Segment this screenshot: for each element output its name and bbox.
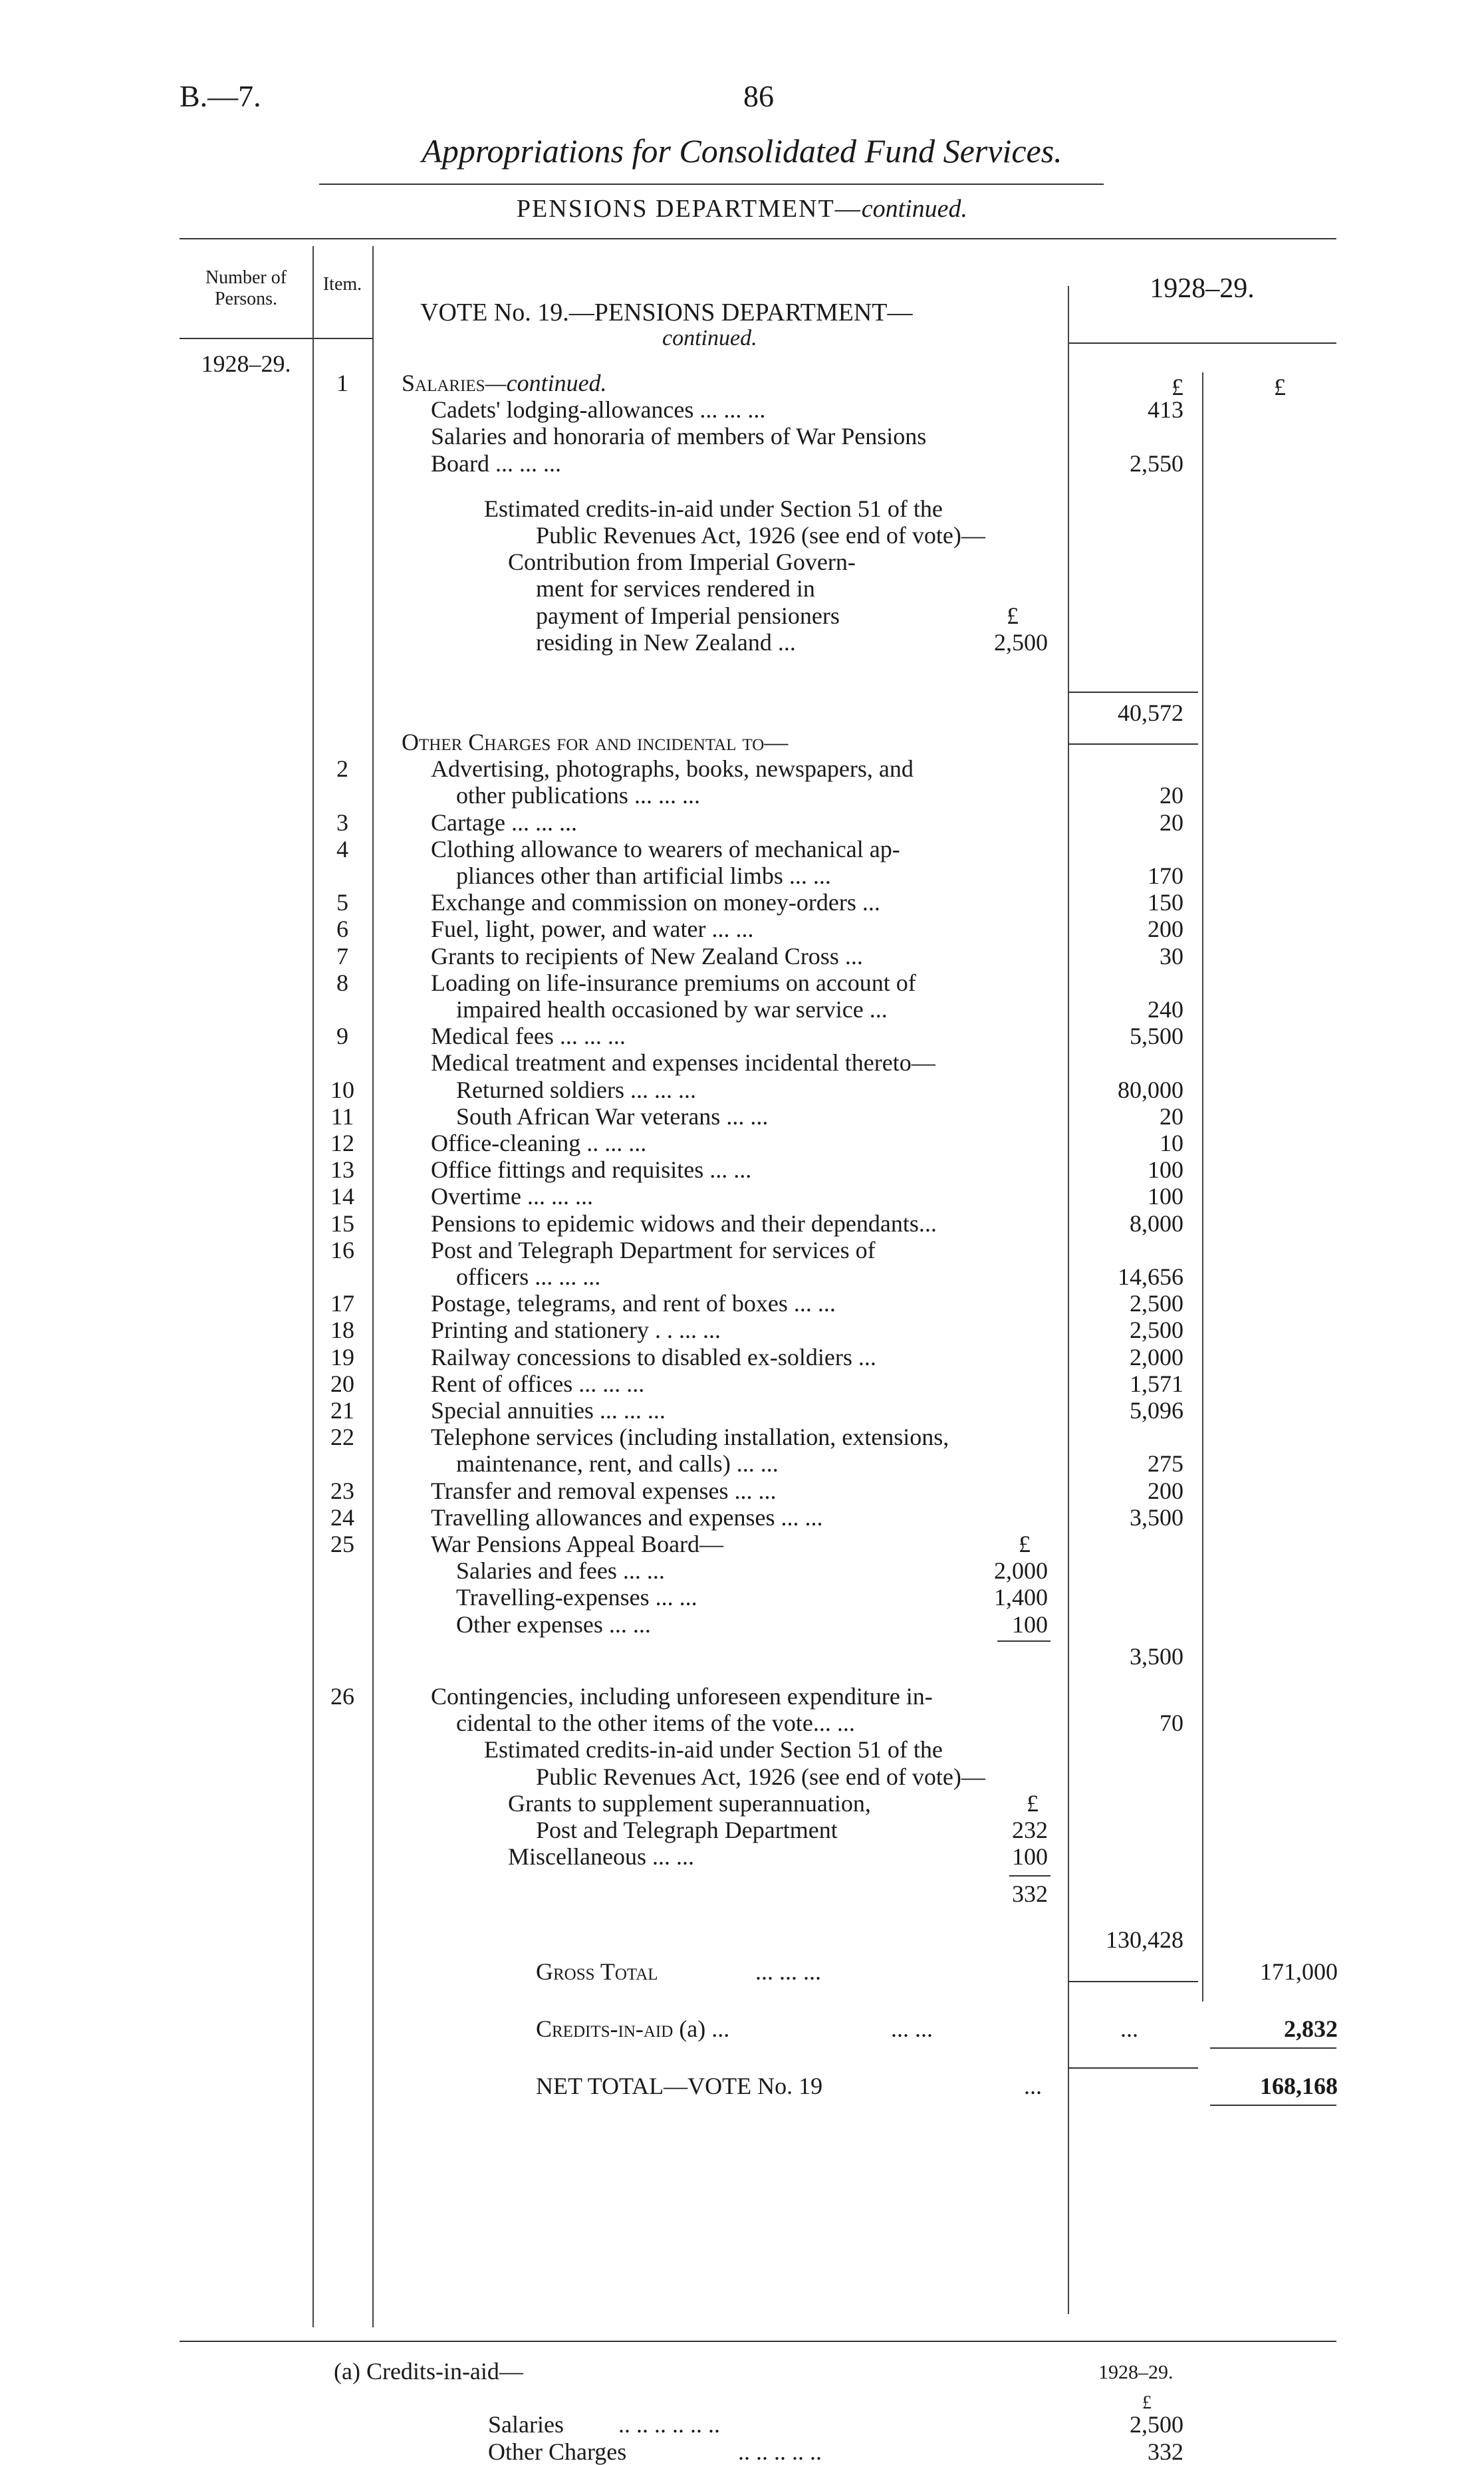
charge-line xyxy=(0,1049,1484,1076)
footnote-row-dots: .. .. .. .. .. .. xyxy=(618,2411,720,2438)
footnote-label: (a) Credits-in-aid— xyxy=(334,2358,523,2385)
credit-text: Public Revenues Act, 1926 (see end of vote)— xyxy=(536,1763,985,1790)
other-charges-heading: Other Charges for and incidental to— xyxy=(402,729,789,755)
charge-line xyxy=(0,1478,1484,1504)
charge-line xyxy=(0,1317,1484,1343)
persons-column-header: Number of Persons. xyxy=(205,267,287,309)
charge-text: Overtime ... ... ... xyxy=(431,1183,593,1210)
credit-line xyxy=(0,1736,1484,1763)
item-number: 5 xyxy=(336,889,348,916)
item-number: 20 xyxy=(330,1370,354,1397)
salaries-credit-line xyxy=(0,522,1484,549)
document-reference: B.—7. xyxy=(180,79,261,113)
charge-amount: 20 xyxy=(1160,782,1183,809)
charge-line xyxy=(0,970,1484,996)
charge-amount: 100 xyxy=(1148,1156,1183,1184)
charge-amount: 2,000 xyxy=(1130,1343,1183,1370)
salaries-heading-suffix: —continued. xyxy=(485,370,607,396)
item-number: 14 xyxy=(330,1183,354,1210)
charge-text: Fuel, light, power, and water ... ... xyxy=(431,916,754,943)
appeal-line-text: Travelling-expenses ... ... xyxy=(456,1584,697,1611)
charge-text: impaired health occasioned by war service ... xyxy=(456,996,888,1023)
charge-text: Rent of offices ... ... ... xyxy=(431,1370,645,1397)
pound-sign: £ xyxy=(1172,374,1183,400)
charge-line xyxy=(0,916,1484,942)
charge-line xyxy=(0,1023,1484,1049)
item-number: 11 xyxy=(330,1103,354,1130)
charge-amount: 5,096 xyxy=(1130,1397,1183,1424)
charge-amount: 275 xyxy=(1148,1450,1183,1478)
charge-text: Loading on life-insurance premiums on account of xyxy=(431,969,916,996)
footnote-row-amount: 2,500 xyxy=(1130,2411,1183,2438)
appeal-board-line xyxy=(0,1557,1484,1584)
charge-amount: 240 xyxy=(1148,996,1183,1023)
table-bottom-rule xyxy=(180,2341,1336,2342)
appeal-rule xyxy=(997,1640,1051,1642)
item-number: 25 xyxy=(330,1531,354,1557)
charge-amount: 200 xyxy=(1148,916,1183,943)
charge-line xyxy=(0,1450,1484,1477)
charge-line xyxy=(0,943,1484,970)
charge-amount: 10 xyxy=(1160,1130,1183,1156)
item-number: 2 xyxy=(336,755,348,783)
appeal-total-amount: 3,500 xyxy=(1130,1642,1183,1670)
credit-row xyxy=(0,1843,1484,1870)
item-number: 26 xyxy=(330,1683,354,1710)
gross-total-dots: ... ... ... xyxy=(755,1958,821,1985)
credit-row-amount: 232 xyxy=(1012,1817,1048,1843)
credit-text: Contribution from Imperial Govern- xyxy=(508,549,856,576)
line-amount: 2,550 xyxy=(1130,450,1183,477)
item-number: 8 xyxy=(336,969,348,996)
other-charges-heading-row xyxy=(0,729,1484,755)
line-amount: 413 xyxy=(1148,396,1183,424)
charge-amount: 150 xyxy=(1148,889,1183,916)
charge-line xyxy=(0,862,1484,889)
charge-line xyxy=(0,836,1484,862)
charge-text: Cartage ... ... ... xyxy=(431,809,577,836)
credit-total-amount: 332 xyxy=(1012,1881,1048,1908)
credit-row-amount: 100 xyxy=(1012,1843,1048,1871)
credits-in-aid-ref: (a) ... xyxy=(673,2015,730,2042)
credits-mid-dots: ... xyxy=(1120,2015,1138,2042)
salaries-credit-line xyxy=(0,549,1484,575)
charge-text: Office-cleaning .. ... ... xyxy=(431,1130,647,1156)
appeal-board-heading xyxy=(0,1531,1484,1557)
item-number: 7 xyxy=(336,942,348,970)
credits-in-aid-amount: 2,832 xyxy=(1284,2015,1338,2042)
charge-line xyxy=(0,1130,1484,1156)
charge-text: Transfer and removal expenses ... ... xyxy=(431,1477,777,1504)
appeal-line-text: Other expenses ... ... xyxy=(456,1611,651,1638)
charge-line xyxy=(0,1504,1484,1531)
charge-text: Printing and stationery . . ... ... xyxy=(431,1317,721,1344)
appeal-line-amount: 2,000 xyxy=(994,1557,1048,1585)
salaries-heading xyxy=(402,370,607,396)
charge-amount: 170 xyxy=(1148,862,1183,889)
charge-text: Railway concessions to disabled ex-soldiers ... xyxy=(431,1343,876,1370)
charge-line xyxy=(0,1263,1484,1290)
charge-line xyxy=(0,996,1484,1023)
charge-text: Exchange and commission on money-orders ... xyxy=(431,889,880,916)
appeal-board-line xyxy=(0,1584,1484,1611)
item-number: 6 xyxy=(336,916,348,943)
charge-text: other publications ... ... ... xyxy=(456,782,700,809)
item-number: 24 xyxy=(330,1503,354,1531)
item-number: 21 xyxy=(330,1397,354,1424)
charge-text: Grants to recipients of New Zealand Cross ... xyxy=(431,942,863,970)
credits-in-aid-row xyxy=(0,2015,1484,2042)
item-number: 16 xyxy=(330,1236,354,1263)
charge-text: Returned soldiers ... ... ... xyxy=(456,1076,696,1103)
appeal-board-line xyxy=(0,1611,1484,1638)
footnote-row-amount: 332 xyxy=(1148,2438,1183,2465)
year-head-rule xyxy=(1068,342,1336,344)
department-heading: PENSIONS DEPARTMENT—continued. xyxy=(516,195,968,223)
charge-amount: 20 xyxy=(1160,809,1183,836)
gross-total-amount: 171,000 xyxy=(1260,1958,1338,1985)
item-column-header: Item. xyxy=(322,274,362,295)
credits-in-aid-label xyxy=(536,2015,729,2042)
charge-amount: 80,000 xyxy=(1118,1076,1183,1103)
charge-line xyxy=(0,1237,1484,1263)
appeal-line-amount: 100 xyxy=(1012,1611,1048,1638)
line-text: Cadets' lodging-allowances ... ... ... xyxy=(431,396,766,424)
contingency-text: Contingencies, including unforeseen expenditure in- xyxy=(431,1683,933,1710)
other-charges-subtotal xyxy=(0,1926,1484,1953)
charge-amount: 5,500 xyxy=(1130,1023,1183,1050)
line-text: Board ... ... ... xyxy=(431,450,561,477)
item-number: 13 xyxy=(330,1156,354,1184)
credit-line xyxy=(0,1763,1484,1790)
charge-line xyxy=(0,1290,1484,1317)
credit-text: Estimated credits-in-aid under Section 51 of the xyxy=(484,495,943,522)
contingency-line xyxy=(0,1683,1484,1710)
year-column-header: 1928–29. xyxy=(1150,273,1255,304)
subtotal-amount: 40,572 xyxy=(1118,700,1183,726)
charge-line xyxy=(0,1397,1484,1424)
credit-pound: £ xyxy=(1027,1789,1039,1817)
charge-line xyxy=(0,1077,1484,1103)
charge-text: South African War veterans ... ... xyxy=(456,1103,769,1130)
item-number: 1 xyxy=(336,370,348,396)
footnote-row-dots: .. .. .. .. .. xyxy=(738,2438,822,2465)
credit-text: ment for services rendered in xyxy=(536,575,815,602)
charge-amount: 2,500 xyxy=(1130,1317,1183,1344)
line-text: Salaries and honoraria of members of War Pensions xyxy=(431,423,927,450)
salaries-line xyxy=(0,396,1484,423)
vote-title: VOTE No. 19.—PENSIONS DEPARTMENT— xyxy=(420,299,913,326)
salaries-heading-label: Salaries xyxy=(402,370,485,396)
charge-text: Medical treatment and expenses incidental thereto— xyxy=(431,1049,935,1077)
subtotal-amount: 130,428 xyxy=(1106,1926,1183,1953)
net-total-amount: 168,168 xyxy=(1260,2072,1338,2099)
charge-text: Postage, telegrams, and rent of boxes ... ... xyxy=(431,1290,836,1317)
charge-amount: 3,500 xyxy=(1130,1503,1183,1531)
charge-amount: 20 xyxy=(1160,1103,1183,1130)
charge-amount: 200 xyxy=(1148,1477,1183,1504)
credit-rule xyxy=(1009,1875,1051,1877)
charge-text: Advertising, photographs, books, newspapers, and xyxy=(431,755,914,783)
item-number: 3 xyxy=(336,809,348,836)
charge-line xyxy=(0,1344,1484,1370)
net-total-label: NET TOTAL—VOTE No. 19 xyxy=(536,2072,823,2099)
charge-amount: 14,656 xyxy=(1118,1263,1183,1290)
charge-amount: 30 xyxy=(1160,942,1183,970)
item-number: 4 xyxy=(336,835,348,862)
credits-rule xyxy=(1210,2047,1336,2049)
salaries-line xyxy=(0,423,1484,450)
appeal-board-total xyxy=(0,1643,1484,1670)
charge-text: pliances other than artificial limbs ... ... xyxy=(456,862,831,889)
contingency-text: cidental to the other items of the vote... ... xyxy=(456,1710,855,1737)
charge-line xyxy=(0,1370,1484,1397)
salaries-credit-line xyxy=(0,602,1484,629)
item-number: 18 xyxy=(330,1317,354,1344)
credit-text: Estimated credits-in-aid under Section 51 of the xyxy=(484,1736,943,1763)
appeal-line-amount: 1,400 xyxy=(994,1584,1048,1611)
footnote-year: 1928–29. xyxy=(1098,2361,1174,2383)
credit-row-text: Post and Telegraph Department xyxy=(536,1817,838,1843)
credit-text: Grants to supplement superannuation, xyxy=(508,1789,871,1817)
page-title: Appropriations for Consolidated Fund Services. xyxy=(422,132,1062,170)
credit-text: payment of Imperial pensioners xyxy=(536,602,840,629)
gross-total-row xyxy=(0,1958,1484,1985)
charge-line xyxy=(0,1210,1484,1237)
charge-text: Telephone services (including installation, extensions, xyxy=(431,1424,949,1451)
table-top-rule xyxy=(180,238,1336,239)
item-number: 17 xyxy=(330,1290,354,1317)
item-number: 10 xyxy=(330,1076,354,1103)
charge-text: Special annuities ... ... ... xyxy=(431,1397,666,1424)
charge-text: Pensions to epidemic widows and their dependants... xyxy=(431,1210,937,1237)
salaries-line xyxy=(0,450,1484,477)
credit-row xyxy=(0,1817,1484,1843)
charge-line xyxy=(0,1103,1484,1130)
credits-dots: ... ... xyxy=(891,2015,933,2042)
item-number: 9 xyxy=(336,1023,348,1050)
appeal-board-label: War Pensions Appeal Board— xyxy=(431,1531,724,1557)
persons-head-rule xyxy=(180,338,312,339)
credit-total xyxy=(0,1881,1484,1907)
charge-text: Clothing allowance to wearers of mechanical ap- xyxy=(431,835,900,862)
credit-pound: £ xyxy=(1007,602,1019,629)
charge-text: Travelling allowances and expenses ... ... xyxy=(431,1503,823,1531)
gross-total-label: Gross Total xyxy=(536,1958,658,1985)
net-total-row xyxy=(0,2073,1484,2099)
charge-line xyxy=(0,755,1484,782)
charge-amount: 1,571 xyxy=(1130,1370,1183,1397)
item-number: 22 xyxy=(330,1424,354,1451)
appeal-board-pound: £ xyxy=(1019,1531,1031,1557)
footnote-pound: £ xyxy=(1142,2393,1152,2413)
item-head-rule xyxy=(312,338,372,339)
credit-row-text: Miscellaneous ... ... xyxy=(508,1843,694,1871)
salaries-credit-line xyxy=(0,629,1484,656)
footnote-row-label: Salaries xyxy=(488,2411,564,2438)
net-total-rule xyxy=(1210,2105,1336,2106)
charge-line xyxy=(0,809,1484,836)
charge-text: maintenance, rent, and calls) ... ... xyxy=(456,1450,779,1478)
charge-text: Office fittings and requisites ... ... xyxy=(431,1156,752,1184)
credits-in-aid-text: Credits-in-aid xyxy=(536,2015,674,2042)
charge-amount: 8,000 xyxy=(1130,1210,1183,1237)
item-number: 12 xyxy=(330,1130,354,1156)
charge-amount: 2,500 xyxy=(1130,1290,1183,1317)
charge-line xyxy=(0,1156,1484,1183)
persons-year: 1928–29. xyxy=(201,350,291,377)
page-number: 86 xyxy=(743,79,774,113)
salaries-credit-line xyxy=(0,575,1484,602)
net-rule xyxy=(1068,2067,1198,2069)
item-number: 19 xyxy=(330,1343,354,1370)
credit-amount: 2,500 xyxy=(994,628,1048,656)
item-number: 15 xyxy=(330,1210,354,1237)
credit-text: Public Revenues Act, 1926 (see end of vote)— xyxy=(536,522,985,549)
credit-text: residing in New Zealand ... xyxy=(536,628,796,656)
salaries-heading-row xyxy=(0,370,1484,400)
footnote-row-label: Other Charges xyxy=(488,2438,627,2465)
subtotal-rule xyxy=(1068,692,1198,693)
charge-line xyxy=(0,1424,1484,1450)
contingency-line xyxy=(0,1710,1484,1736)
appeal-line-text: Salaries and fees ... ... xyxy=(456,1557,665,1585)
pound-sign: £ xyxy=(1274,374,1286,400)
charge-line xyxy=(0,1183,1484,1210)
credit-line xyxy=(0,1790,1484,1817)
title-rule xyxy=(319,184,1104,185)
vote-continued: continued. xyxy=(662,326,757,350)
contingency-amount: 70 xyxy=(1160,1710,1183,1737)
charge-text: Post and Telegraph Department for services of xyxy=(431,1236,876,1263)
salaries-subtotal xyxy=(0,700,1484,726)
charge-text: Medical fees ... ... ... xyxy=(431,1023,626,1050)
charge-line xyxy=(0,889,1484,916)
charge-text: officers ... ... ... xyxy=(456,1263,601,1290)
salaries-credit-line xyxy=(0,495,1484,522)
net-total-dots: ... xyxy=(1024,2072,1042,2099)
charge-amount: 100 xyxy=(1148,1183,1183,1210)
charge-line xyxy=(0,782,1484,809)
item-number: 23 xyxy=(330,1477,354,1504)
